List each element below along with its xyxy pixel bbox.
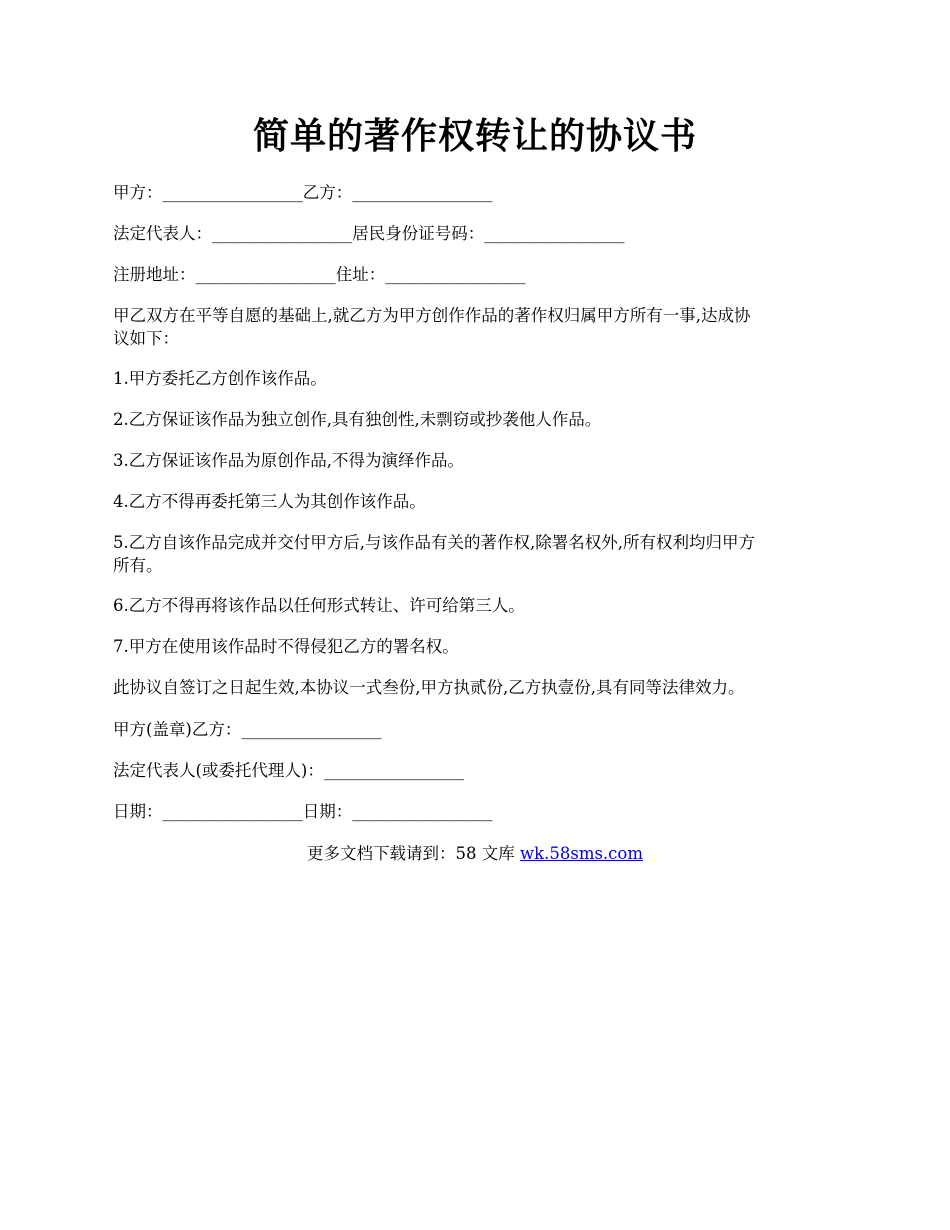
address-fields: 注册地址：_________________住址：_________________ <box>113 265 526 284</box>
clause-3: 3.乙方保证该作品为原创作品,不得为演绎作品。 <box>113 451 464 470</box>
effect-clause: 此协议自签订之日起生效,本协议一式叁份,甲方执贰份,乙方执壹份,具有同等法律效力。 <box>113 678 745 697</box>
footer <box>0 843 950 865</box>
clause-6: 6.乙方不得再将该作品以任何形式转让、许可给第三人。 <box>113 596 525 615</box>
footer-text: 更多文档下载请到：58 文库 <box>306 844 520 863</box>
intro-paragraph-line-2: 议如下： <box>113 329 179 348</box>
representative-fields: 法定代表人：_________________居民身份证号码：_________________ <box>113 224 625 243</box>
clause-7: 7.甲方在使用该作品时不得侵犯乙方的署名权。 <box>113 637 459 656</box>
clause-4: 4.乙方不得再委托第三人为其创作该作品。 <box>113 492 426 511</box>
document-title: 简单的著作权转让的协议书 <box>252 115 697 157</box>
clause-5-line-2: 所有。 <box>113 556 163 575</box>
representative-signature-line: 法定代表人(或委托代理人)：_________________ <box>113 761 465 780</box>
seal-signature-line: 甲方(盖章)乙方：_________________ <box>113 720 382 739</box>
clause-1: 1.甲方委托乙方创作该作品。 <box>113 369 327 388</box>
clause-2: 2.乙方保证该作品为独立创作,具有独创性,未剽窃或抄袭他人作品。 <box>113 410 602 429</box>
clause-5-line-1: 5.乙方自该作品完成并交付甲方后,与该作品有关的著作权,除署名权外,所有权利均归甲方 <box>113 533 755 552</box>
footer-link[interactable]: wk.58sms.com <box>519 844 643 863</box>
date-signature-line: 日期：_________________日期：_________________ <box>113 802 493 821</box>
party-fields: 甲方：_________________乙方：_________________ <box>113 183 493 202</box>
intro-paragraph-line-1: 甲乙双方在平等自愿的基础上,就乙方为甲方创作作品的著作权归属甲方所有一事,达成协 <box>113 306 751 325</box>
